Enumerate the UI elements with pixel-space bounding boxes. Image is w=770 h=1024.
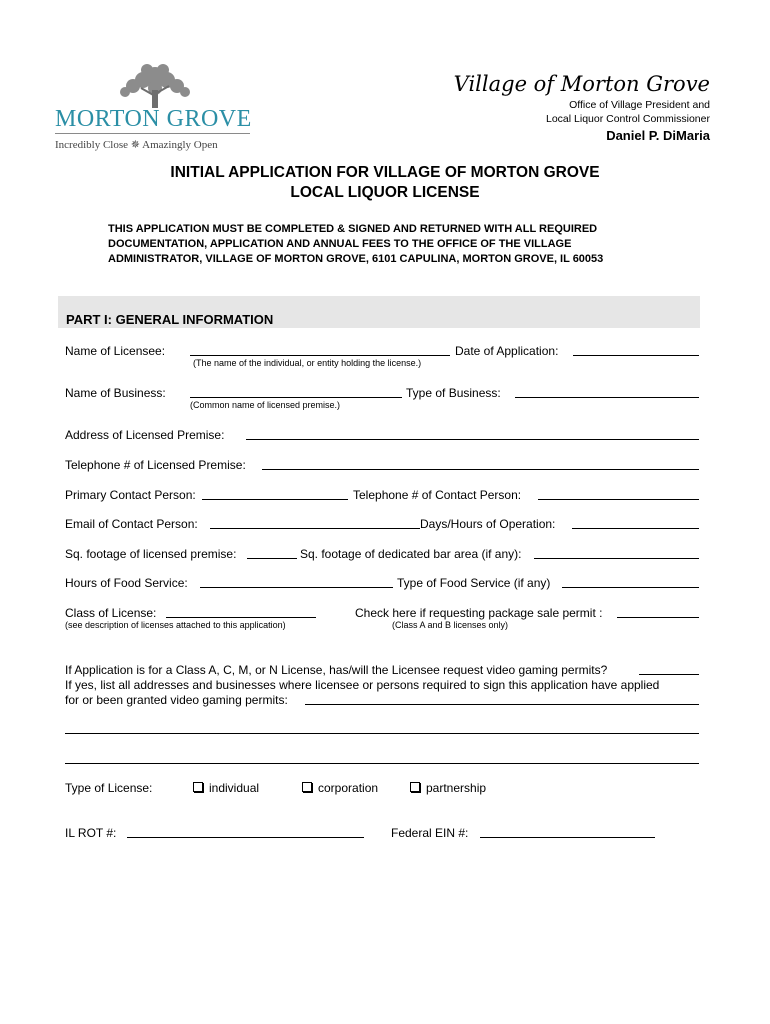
option-partnership[interactable]: [410, 781, 486, 795]
primary-contact-label: Primary Contact Person:: [65, 488, 196, 502]
package-sale-label: Check here if requesting package sale permit :: [355, 606, 603, 620]
notice-line-1: THIS APPLICATION MUST BE COMPLETED & SIGNED AND RETURNED WITH ALL REQUIRED: [108, 223, 598, 235]
option-corporation-label: corporation: [318, 781, 379, 795]
type-food-label: Type of Food Service (if any): [397, 576, 551, 590]
official-name: Daniel P. DiMaria: [606, 128, 710, 143]
option-partnership-label: partnership: [426, 781, 487, 795]
type-food-field[interactable]: [562, 587, 699, 588]
sq-footage-bar-label: Sq. footage of dedicated bar area (if any):: [300, 547, 522, 561]
name-of-licensee-field[interactable]: [190, 355, 450, 356]
section-header: [58, 296, 700, 328]
office-line-1: Office of Village President and: [569, 99, 710, 111]
primary-contact-field[interactable]: [202, 499, 348, 500]
page-subtitle: LOCAL LIQUOR LICENSE: [290, 184, 480, 201]
gaming-addresses-field-3[interactable]: [65, 763, 699, 764]
gaming-question-line-3: for or been granted video gaming permits:: [65, 693, 288, 707]
gaming-answer-field[interactable]: [639, 674, 699, 675]
address-label: Address of Licensed Premise:: [65, 428, 225, 442]
option-corporation[interactable]: [302, 781, 378, 795]
days-hours-label: Days/Hours of Operation:: [420, 517, 556, 531]
class-license-note: (see description of licenses attached to this application): [65, 620, 286, 630]
morton-grove-logo: [55, 62, 255, 162]
telephone-contact-label: Telephone # of Contact Person:: [353, 488, 522, 502]
notice-line-2: DOCUMENTATION, APPLICATION AND ANNUAL FEES TO THE OFFICE OF THE VILLAGE: [108, 238, 572, 250]
date-of-application-field[interactable]: [573, 355, 699, 356]
tree-icon: [55, 62, 255, 110]
days-hours-field[interactable]: [572, 528, 699, 529]
sq-footage-field[interactable]: [247, 558, 297, 559]
name-of-business-field[interactable]: [190, 397, 402, 398]
telephone-contact-field[interactable]: [538, 499, 699, 500]
hours-food-field[interactable]: [200, 587, 393, 588]
name-of-licensee-note: (The name of the individual, or entity holding the license.): [193, 358, 422, 368]
sq-footage-bar-field[interactable]: [534, 558, 699, 559]
package-sale-field[interactable]: [617, 617, 699, 618]
checkbox-partnership[interactable]: [410, 782, 420, 792]
telephone-premise-label: Telephone # of Licensed Premise:: [65, 458, 246, 472]
type-of-business-label: Type of Business:: [406, 386, 501, 400]
telephone-premise-field[interactable]: [262, 469, 699, 470]
name-of-business-note: (Common name of licensed premise.): [190, 400, 341, 410]
email-contact-field[interactable]: [210, 528, 420, 529]
federal-ein-field[interactable]: [480, 837, 655, 838]
class-license-label: Class of License:: [65, 606, 157, 620]
gaming-question-line-2: If yes, list all addresses and businesses where licensee or persons required to sign this application have applied: [65, 678, 660, 692]
address-field[interactable]: [246, 439, 699, 440]
village-name: Village of Morton Grove: [453, 72, 710, 96]
type-license-label: Type of License:: [65, 781, 153, 795]
gaming-question-line-1: If Application is for a Class A, C, M, or N License, has/will the Licensee request video gaming permits?: [65, 663, 608, 677]
office-line-2: Local Liquor Control Commissioner: [546, 113, 710, 125]
logo-tagline: Incredibly Close ✵ Amazingly Open: [55, 139, 218, 151]
type-of-business-field[interactable]: [515, 397, 699, 398]
option-individual[interactable]: [193, 781, 259, 795]
class-license-field[interactable]: [166, 617, 316, 618]
name-of-business-label: Name of Business:: [65, 386, 166, 400]
email-contact-label: Email of Contact Person:: [65, 517, 198, 531]
gaming-addresses-field-1[interactable]: [305, 704, 699, 705]
federal-ein-label: Federal EIN #:: [391, 826, 469, 840]
checkbox-corporation[interactable]: [302, 782, 312, 792]
logo-divider: [55, 133, 250, 134]
sq-footage-label: Sq. footage of licensed premise:: [65, 547, 237, 561]
il-rot-label: IL ROT #:: [65, 826, 117, 840]
page-title: INITIAL APPLICATION FOR VILLAGE OF MORTON GROVE: [170, 164, 600, 181]
il-rot-field[interactable]: [127, 837, 364, 838]
checkbox-individual[interactable]: [193, 782, 203, 792]
gaming-addresses-field-2[interactable]: [65, 733, 699, 734]
name-of-licensee-label: Name of Licensee:: [65, 344, 166, 358]
package-sale-note: (Class A and B licenses only): [392, 620, 509, 630]
hours-food-label: Hours of Food Service:: [65, 576, 188, 590]
section-heading: PART I: GENERAL INFORMATION: [66, 312, 274, 327]
logo-wordmark: MORTON GROVE: [55, 106, 252, 132]
date-of-application-label: Date of Application:: [455, 344, 559, 358]
notice-line-3: ADMINISTRATOR, VILLAGE OF MORTON GROVE, 6101 CAPULINA, MORTON GROVE, IL 60053: [108, 253, 604, 265]
option-individual-label: individual: [209, 781, 260, 795]
